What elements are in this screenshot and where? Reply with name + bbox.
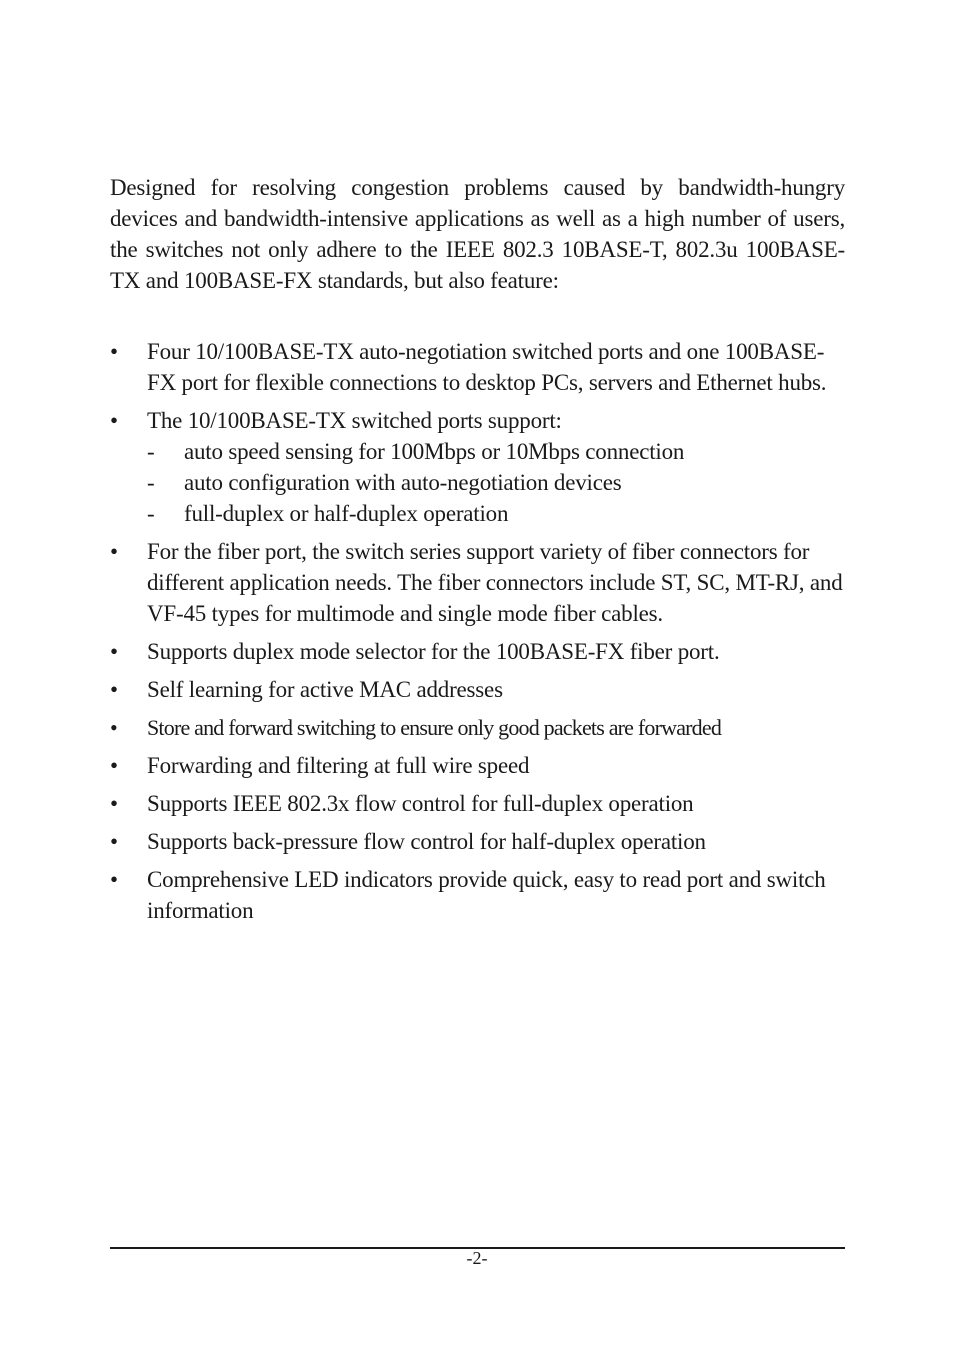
bullet-icon: • <box>110 753 118 778</box>
dash-icon: - <box>147 470 155 495</box>
bullet-icon: • <box>110 677 118 702</box>
bullet-icon: • <box>110 339 118 364</box>
sub-feature-text: auto configuration with auto-negotiation devices <box>184 470 622 495</box>
feature-item <box>110 750 845 781</box>
feature-list <box>110 336 845 926</box>
document-page <box>110 172 845 933</box>
feature-item <box>110 405 845 529</box>
bullet-icon: • <box>110 408 118 433</box>
feature-item <box>110 636 845 667</box>
sub-feature-item <box>147 467 845 498</box>
feature-text: Store and forward switching to ensure only good packets are forwarded <box>147 715 722 740</box>
feature-text: Comprehensive LED indicators provide quick, easy to read port and switch information <box>147 867 826 923</box>
feature-item <box>110 864 845 926</box>
feature-text: The 10/100BASE-TX switched ports support: <box>147 408 562 433</box>
feature-text: Four 10/100BASE-TX auto-negotiation switched ports and one 100BASE-FX port for flexible connections to desktop PCs, servers and Ethernet hubs. <box>147 339 827 395</box>
feature-item <box>110 788 845 819</box>
feature-text: Supports duplex mode selector for the 100BASE-FX fiber port. <box>147 639 720 664</box>
bullet-icon: • <box>110 791 118 816</box>
bullet-icon: • <box>110 715 117 740</box>
feature-item <box>110 536 845 629</box>
feature-item <box>110 826 845 857</box>
sub-feature-item <box>147 498 845 529</box>
feature-text: Self learning for active MAC addresses <box>147 677 503 702</box>
feature-text: For the fiber port, the switch series support variety of fiber connectors for different application needs. The fiber connectors include ST, SC, MT-RJ, and VF-45 types for multimode and single mode fiber cables. <box>147 539 843 626</box>
intro-paragraph: Designed for resolving congestion problems caused by bandwidth-hungry devices and bandwidth-intensive applications as well as a high number of users, the switches not only adhere to the IEEE 802.3 10BASE-T, 802.3u 100BASE-TX and 100BASE-FX standards, but also feature: <box>110 175 845 293</box>
feature-text: Forwarding and filtering at full wire speed <box>147 753 530 778</box>
bullet-icon: • <box>110 829 118 854</box>
bullet-icon: • <box>110 639 118 664</box>
sub-feature-list <box>147 436 845 529</box>
feature-item <box>110 674 845 705</box>
sub-feature-text: auto speed sensing for 100Mbps or 10Mbps connection <box>184 439 685 464</box>
feature-item <box>110 712 845 743</box>
sub-feature-item <box>147 436 845 467</box>
bullet-icon: • <box>110 539 118 564</box>
bullet-icon: • <box>110 867 118 892</box>
feature-text: Supports back-pressure flow control for half-duplex operation <box>147 829 706 854</box>
page-number: -2- <box>466 1248 488 1268</box>
sub-feature-text: full-duplex or half-duplex operation <box>184 501 509 526</box>
feature-item <box>110 336 845 398</box>
dash-icon: - <box>147 501 155 526</box>
dash-icon: - <box>147 439 155 464</box>
feature-text: Supports IEEE 802.3x flow control for full-duplex operation <box>147 791 694 816</box>
